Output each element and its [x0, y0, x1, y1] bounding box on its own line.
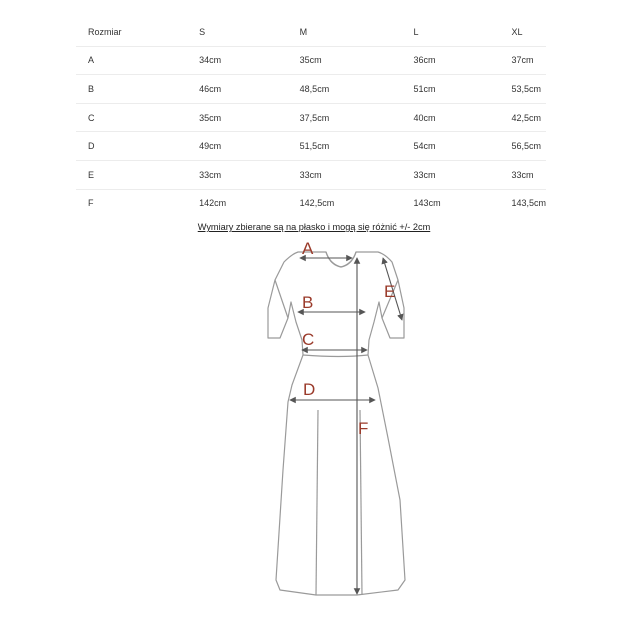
table-cell: 37cm — [499, 46, 546, 75]
table-cell: 49cm — [187, 132, 288, 161]
table-cell: 33cm — [288, 160, 402, 189]
label-e: E — [384, 282, 396, 301]
skirt-fold-left — [316, 410, 318, 595]
table-cell: A — [76, 46, 187, 75]
table-cell: D — [76, 132, 187, 161]
table-cell: 143,5cm — [511, 198, 546, 209]
table-cell: 142cm — [199, 198, 227, 209]
header-cell: Rozmiar — [76, 18, 187, 46]
label-b: B — [302, 293, 314, 312]
table-cell: 53,5cm — [499, 75, 546, 104]
dress-outline — [268, 252, 405, 595]
table-cell: 37,5cm — [288, 103, 402, 132]
table-cell: 34cm — [187, 46, 288, 75]
table-cell: 56,5cm — [499, 132, 546, 161]
label-c: C — [302, 330, 315, 349]
table-cell: 54cm — [402, 132, 500, 161]
table-cell: E — [76, 160, 187, 189]
table-cell: 51,5cm — [288, 132, 402, 161]
table-cell: 33cm — [187, 160, 288, 189]
table-cell: 40cm — [402, 103, 500, 132]
table-cell: C — [76, 103, 187, 132]
header-cell: S — [187, 18, 288, 46]
table-cell: 35cm — [288, 46, 402, 75]
table-cell: 35cm — [187, 103, 288, 132]
dress-body-outline — [268, 252, 405, 595]
table-cell: 142,5cm — [299, 198, 335, 209]
header-cell: M — [288, 18, 402, 46]
header-cell: L — [402, 18, 500, 46]
header-cell: XL — [499, 18, 546, 46]
table-cell: 143cm — [413, 198, 441, 209]
table-cell: 33cm — [402, 160, 500, 189]
table-cell: 51cm — [402, 75, 500, 104]
table-cell: 42,5cm — [499, 103, 546, 132]
label-a: A — [302, 239, 314, 258]
table-cell: 33cm — [499, 160, 546, 189]
measurement-note-text: Wymiary zbierane są na płasko i mogą się różnić +/- 2cm — [197, 222, 431, 232]
table-cell: 36cm — [402, 46, 500, 75]
table-cell: F — [88, 198, 94, 209]
label-f: F — [358, 419, 369, 438]
label-d: D — [303, 380, 316, 399]
sleeve-line-left — [275, 280, 288, 318]
waist-seam — [303, 355, 368, 357]
table-cell: 46cm — [187, 75, 288, 104]
table-cell: 48,5cm — [288, 75, 402, 104]
table-cell: B — [76, 75, 187, 104]
